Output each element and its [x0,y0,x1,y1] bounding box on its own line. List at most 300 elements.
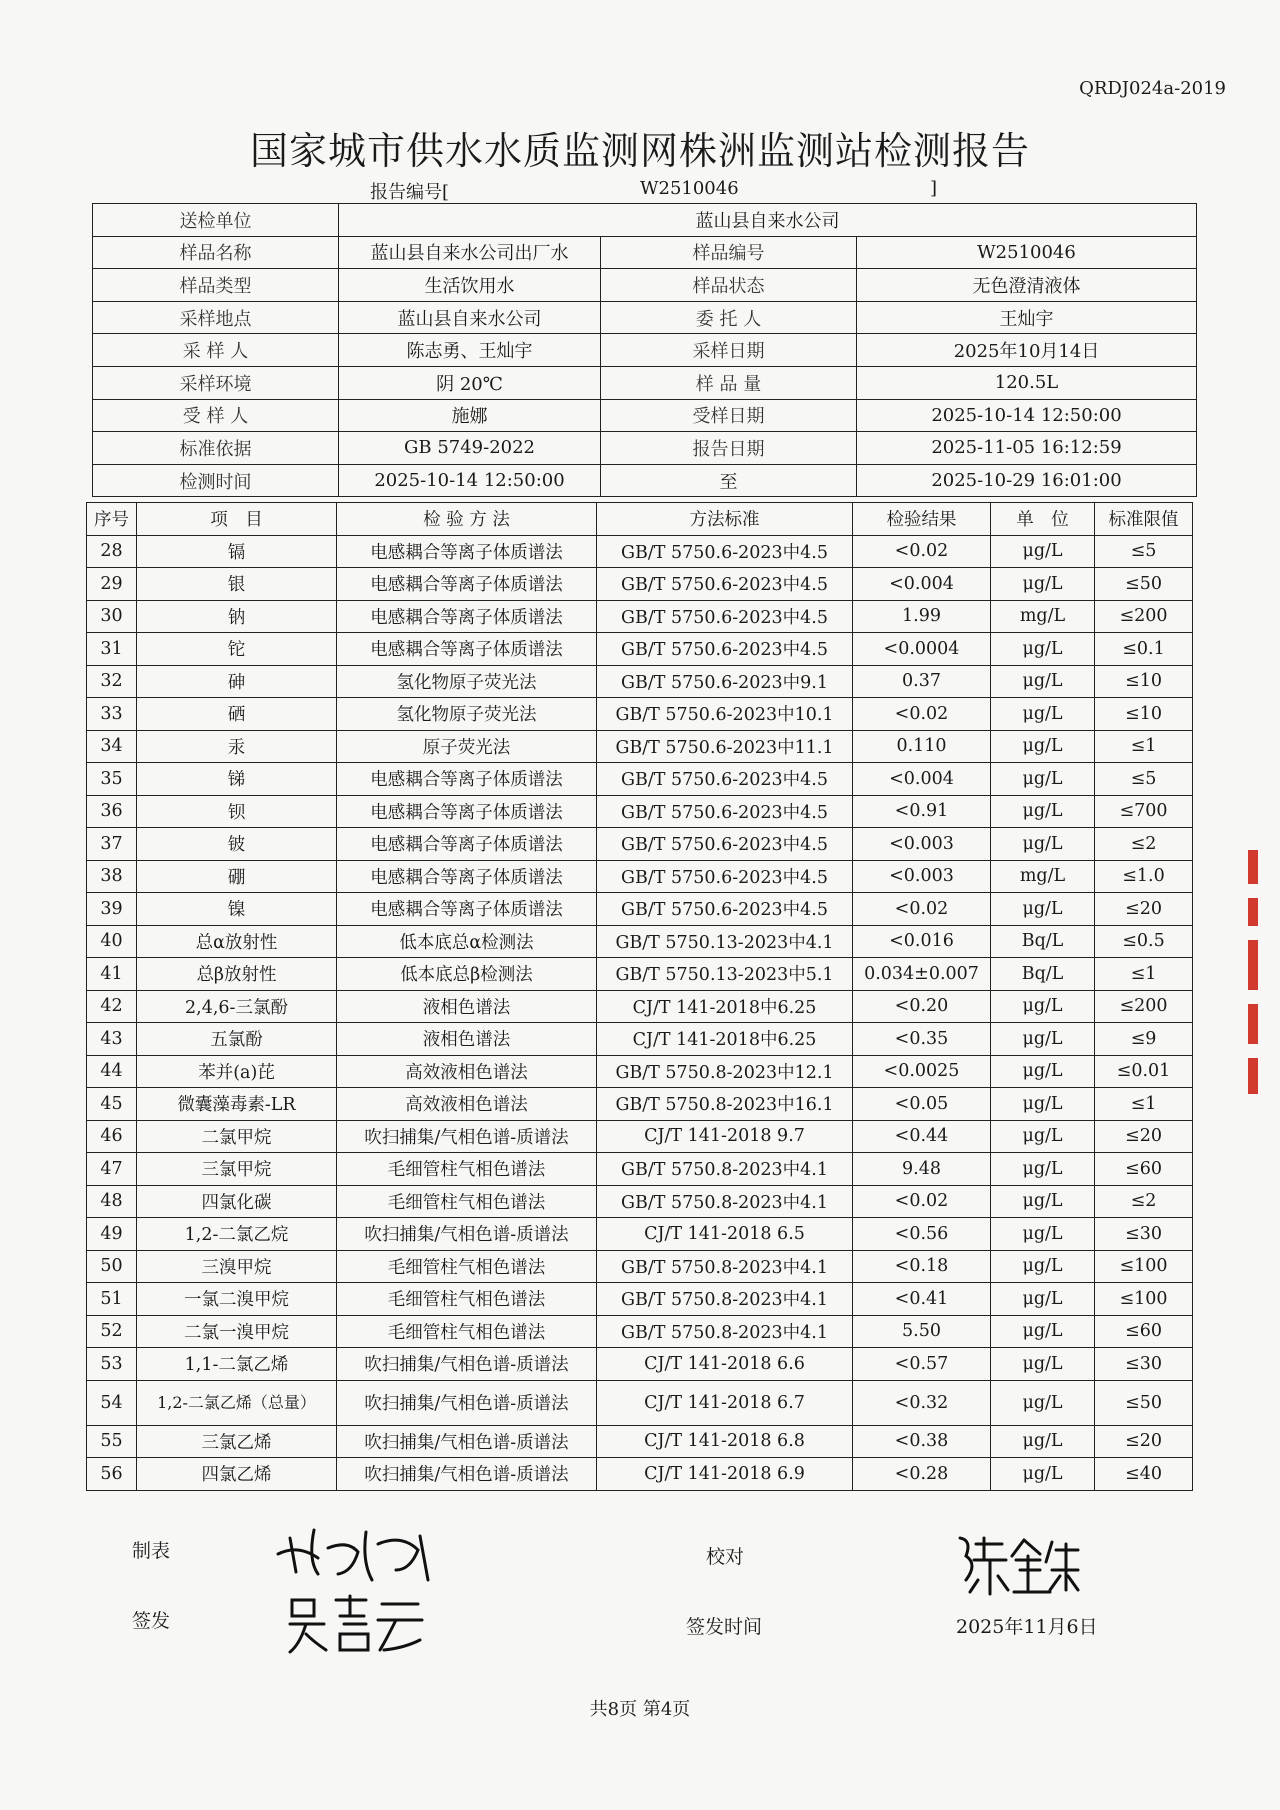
cell-result: <0.004 [853,568,991,601]
cell-no: 33 [87,698,137,731]
meta-label: 标准依据 [93,432,339,465]
cell-result: <0.02 [853,698,991,731]
col-header-result: 检验结果 [853,503,991,536]
cell-no: 43 [87,1023,137,1056]
meta-row [93,432,1197,465]
cell-standard: GB/T 5750.6-2023中4.5 [597,763,853,796]
meta-row [93,334,1197,367]
cell-result: <0.003 [853,828,991,861]
cell-standard: GB/T 5750.6-2023中4.5 [597,893,853,926]
cell-unit: μg/L [991,535,1095,568]
meta-value: 至 [601,464,857,497]
cell-standard: GB/T 5750.6-2023中4.5 [597,860,853,893]
table-row [87,990,1193,1023]
signature-issued-by [284,1590,434,1660]
cell-method: 电感耦合等离子体质谱法 [337,893,597,926]
meta-row [93,269,1197,302]
cell-method: 液相色谱法 [337,1023,597,1056]
cell-result: <0.28 [853,1458,991,1491]
cell-no: 55 [87,1425,137,1458]
table-row [87,925,1193,958]
cell-method: 吹扫捕集/气相色谱-质谱法 [337,1425,597,1458]
meta-label: 采样环境 [93,366,339,399]
cell-unit: μg/L [991,795,1095,828]
cell-result: <0.57 [853,1348,991,1381]
cell-no: 32 [87,665,137,698]
cell-no: 54 [87,1380,137,1425]
cell-standard: GB/T 5750.8-2023中4.1 [597,1185,853,1218]
cell-no: 30 [87,600,137,633]
col-header-limit: 标准限值 [1095,503,1193,536]
cell-unit: μg/L [991,1348,1095,1381]
cell-limit: ≤700 [1095,795,1193,828]
cell-method: 毛细管柱气相色谱法 [337,1315,597,1348]
cell-method: 电感耦合等离子体质谱法 [337,860,597,893]
meta-label: 受样日期 [601,399,857,432]
cell-no: 51 [87,1283,137,1316]
cell-method: 毛细管柱气相色谱法 [337,1185,597,1218]
cell-standard: GB/T 5750.8-2023中4.1 [597,1315,853,1348]
cell-standard: CJ/T 141-2018 6.7 [597,1380,853,1425]
cell-result: 5.50 [853,1315,991,1348]
cell-unit: μg/L [991,1315,1095,1348]
cell-method: 吹扫捕集/气相色谱-质谱法 [337,1348,597,1381]
cell-limit: ≤9 [1095,1023,1193,1056]
cell-method: 毛细管柱气相色谱法 [337,1250,597,1283]
col-header-unit: 单 位 [991,503,1095,536]
meta-label: 样品名称 [93,236,339,269]
cell-result: <0.004 [853,763,991,796]
cell-standard: CJ/T 141-2018 6.5 [597,1218,853,1251]
cell-standard: GB/T 5750.6-2023中4.5 [597,600,853,633]
cell-method: 低本底总β检测法 [337,958,597,991]
cell-standard: GB/T 5750.8-2023中16.1 [597,1088,853,1121]
cell-limit: ≤1.0 [1095,860,1193,893]
cell-item: 2,4,6-三氯酚 [137,990,337,1023]
cell-no: 47 [87,1153,137,1186]
table-row [87,763,1193,796]
cell-limit: ≤0.5 [1095,925,1193,958]
cell-limit: ≤1 [1095,730,1193,763]
cell-no: 45 [87,1088,137,1121]
cell-unit: μg/L [991,730,1095,763]
form-code: QRDJ024a-2019 [1079,78,1226,99]
table-row [87,1315,1193,1348]
cell-no: 41 [87,958,137,991]
cell-standard: GB/T 5750.8-2023中4.1 [597,1153,853,1186]
cell-item: 铍 [137,828,337,861]
cell-unit: μg/L [991,1250,1095,1283]
table-row [87,1348,1193,1381]
meta-value: 2025-10-14 12:50:00 [857,399,1197,432]
meta-row [93,236,1197,269]
cell-item: 1,2-二氯乙烷 [137,1218,337,1251]
meta-value: GB 5749-2022 [339,432,601,465]
cell-result: <0.02 [853,1185,991,1218]
table-row [87,893,1193,926]
meta-label: 样品状态 [601,269,857,302]
col-header-method: 检 验 方 法 [337,503,597,536]
red-stamp-edge [1248,850,1262,1108]
meta-label: 样品编号 [601,236,857,269]
meta-label: 采 样 人 [93,334,339,367]
cell-standard: GB/T 5750.8-2023中4.1 [597,1250,853,1283]
cell-method: 吹扫捕集/气相色谱-质谱法 [337,1380,597,1425]
cell-result: <0.003 [853,860,991,893]
cell-standard: CJ/T 141-2018中6.25 [597,1023,853,1056]
signature-made-by [270,1520,450,1590]
cell-unit: μg/L [991,1218,1095,1251]
cell-item: 四氯化碳 [137,1185,337,1218]
cell-result: <0.0025 [853,1055,991,1088]
cell-no: 34 [87,730,137,763]
meta-value: W2510046 [857,236,1197,269]
page-indicator: 共8页 第4页 [589,1699,691,1720]
cell-result: 0.37 [853,665,991,698]
cell-method: 吹扫捕集/气相色谱-质谱法 [337,1458,597,1491]
cell-result: <0.05 [853,1088,991,1121]
cell-standard: CJ/T 141-2018 6.8 [597,1425,853,1458]
table-row [87,535,1193,568]
meta-label: 样品类型 [93,269,339,302]
meta-value: 蓝山县自来水公司出厂水 [339,236,601,269]
cell-method: 氢化物原子荧光法 [337,698,597,731]
cell-limit: ≤60 [1095,1315,1193,1348]
cell-result: <0.016 [853,925,991,958]
meta-row [93,204,1197,237]
cell-standard: GB/T 5750.6-2023中4.5 [597,828,853,861]
table-row [87,1153,1193,1186]
meta-label: 采样地点 [93,301,339,334]
report-number-value: W2510046 [640,178,739,199]
cell-result: 0.110 [853,730,991,763]
cell-method: 原子荧光法 [337,730,597,763]
table-row [87,860,1193,893]
cell-standard: GB/T 5750.6-2023中9.1 [597,665,853,698]
cell-unit: μg/L [991,763,1095,796]
cell-no: 28 [87,535,137,568]
meta-label: 送检单位 [93,204,339,237]
checked-by-label: 校对 [706,1546,745,1568]
cell-limit: ≤30 [1095,1218,1193,1251]
cell-limit: ≤60 [1095,1153,1193,1186]
cell-limit: ≤30 [1095,1348,1193,1381]
meta-value: 2025-11-05 16:12:59 [857,432,1197,465]
meta-row [93,399,1197,432]
cell-item: 钡 [137,795,337,828]
cell-standard: GB/T 5750.13-2023中4.1 [597,925,853,958]
cell-result: 9.48 [853,1153,991,1186]
cell-item: 微囊藻毒素-LR [137,1088,337,1121]
cell-standard: CJ/T 141-2018 6.6 [597,1348,853,1381]
signature-checked-by [954,1530,1084,1600]
table-row [87,1250,1193,1283]
cell-unit: μg/L [991,1425,1095,1458]
cell-item: 二氯一溴甲烷 [137,1315,337,1348]
cell-unit: μg/L [991,1023,1095,1056]
cell-limit: ≤20 [1095,893,1193,926]
results-header-row [87,503,1193,536]
cell-no: 36 [87,795,137,828]
cell-method: 毛细管柱气相色谱法 [337,1283,597,1316]
table-row [87,1120,1193,1153]
table-row [87,1380,1193,1425]
table-row [87,730,1193,763]
cell-result: <0.02 [853,893,991,926]
cell-limit: ≤1 [1095,1088,1193,1121]
meta-label: 委 托 人 [601,301,857,334]
cell-unit: mg/L [991,860,1095,893]
table-row [87,958,1193,991]
cell-result: <0.41 [853,1283,991,1316]
cell-result: <0.38 [853,1425,991,1458]
cell-item: 一氯二溴甲烷 [137,1283,337,1316]
cell-standard: GB/T 5750.8-2023中12.1 [597,1055,853,1088]
cell-limit: ≤20 [1095,1120,1193,1153]
cell-no: 35 [87,763,137,796]
cell-method: 电感耦合等离子体质谱法 [337,535,597,568]
cell-unit: μg/L [991,1088,1095,1121]
cell-no: 49 [87,1218,137,1251]
meta-label: 检测时间 [93,464,339,497]
cell-standard: GB/T 5750.6-2023中4.5 [597,795,853,828]
cell-item: 锑 [137,763,337,796]
cell-method: 高效液相色谱法 [337,1055,597,1088]
cell-unit: μg/L [991,665,1095,698]
table-row [87,1088,1193,1121]
table-row [87,1283,1193,1316]
cell-limit: ≤0.1 [1095,633,1193,666]
cell-standard: GB/T 5750.8-2023中4.1 [597,1283,853,1316]
cell-limit: ≤5 [1095,535,1193,568]
table-row [87,665,1193,698]
cell-item: 汞 [137,730,337,763]
cell-no: 52 [87,1315,137,1348]
cell-result: 1.99 [853,600,991,633]
cell-no: 53 [87,1348,137,1381]
table-row [87,1185,1193,1218]
cell-no: 48 [87,1185,137,1218]
results-table [86,502,1193,1491]
meta-value: 生活饮用水 [339,269,601,302]
cell-unit: μg/L [991,990,1095,1023]
cell-method: 氢化物原子荧光法 [337,665,597,698]
cell-item: 四氯乙烯 [137,1458,337,1491]
cell-no: 29 [87,568,137,601]
cell-unit: μg/L [991,1283,1095,1316]
issue-time-label: 签发时间 [686,1616,763,1638]
cell-no: 40 [87,925,137,958]
cell-method: 低本底总α检测法 [337,925,597,958]
cell-unit: μg/L [991,698,1095,731]
cell-result: <0.35 [853,1023,991,1056]
meta-label: 报告日期 [601,432,857,465]
cell-method: 电感耦合等离子体质谱法 [337,633,597,666]
cell-method: 电感耦合等离子体质谱法 [337,568,597,601]
cell-method: 毛细管柱气相色谱法 [337,1153,597,1186]
cell-limit: ≤10 [1095,698,1193,731]
cell-item: 总α放射性 [137,925,337,958]
cell-item: 砷 [137,665,337,698]
cell-unit: μg/L [991,828,1095,861]
cell-result: <0.0004 [853,633,991,666]
cell-standard: GB/T 5750.6-2023中10.1 [597,698,853,731]
table-row [87,828,1193,861]
issued-by-label: 签发 [132,1610,171,1632]
issue-time-value: 2025年11月6日 [956,1616,1098,1638]
cell-item: 镍 [137,893,337,926]
meta-value: 无色澄清液体 [857,269,1197,302]
col-header-item: 项 目 [137,503,337,536]
meta-value: 王灿宇 [857,301,1197,334]
col-header-no: 序号 [87,503,137,536]
cell-item: 钠 [137,600,337,633]
cell-item: 镉 [137,535,337,568]
meta-value: 蓝山县自来水公司 [339,301,601,334]
cell-limit: ≤0.01 [1095,1055,1193,1088]
cell-method: 电感耦合等离子体质谱法 [337,828,597,861]
cell-limit: ≤5 [1095,763,1193,796]
cell-unit: μg/L [991,568,1095,601]
cell-limit: ≤50 [1095,568,1193,601]
cell-method: 电感耦合等离子体质谱法 [337,600,597,633]
cell-standard: CJ/T 141-2018中6.25 [597,990,853,1023]
cell-result: <0.02 [853,535,991,568]
cell-method: 高效液相色谱法 [337,1088,597,1121]
cell-item: 铊 [137,633,337,666]
cell-limit: ≤1 [1095,958,1193,991]
cell-method: 吹扫捕集/气相色谱-质谱法 [337,1218,597,1251]
meta-label: 样 品 量 [601,366,857,399]
table-row [87,698,1193,731]
cell-method: 吹扫捕集/气相色谱-质谱法 [337,1120,597,1153]
cell-item: 1,1-二氯乙烯 [137,1348,337,1381]
cell-unit: μg/L [991,1055,1095,1088]
cell-result: <0.32 [853,1380,991,1425]
cell-unit: mg/L [991,600,1095,633]
table-row [87,1425,1193,1458]
report-number-label: 报告编号[ [370,182,450,203]
table-row [87,1218,1193,1251]
meta-row [93,366,1197,399]
cell-no: 46 [87,1120,137,1153]
cell-no: 37 [87,828,137,861]
col-header-standard: 方法标准 [597,503,853,536]
table-row [87,600,1193,633]
cell-item: 二氯甲烷 [137,1120,337,1153]
cell-limit: ≤50 [1095,1380,1193,1425]
cell-limit: ≤10 [1095,665,1193,698]
cell-unit: Bq/L [991,925,1095,958]
cell-standard: GB/T 5750.6-2023中4.5 [597,535,853,568]
table-row [87,633,1193,666]
sample-info-table [92,203,1197,497]
meta-value: 2025-10-14 12:50:00 [339,464,601,497]
cell-item: 银 [137,568,337,601]
cell-unit: μg/L [991,1458,1095,1491]
cell-unit: Bq/L [991,958,1095,991]
cell-item: 总β放射性 [137,958,337,991]
meta-value: 2025年10月14日 [857,334,1197,367]
cell-unit: μg/L [991,633,1095,666]
cell-no: 39 [87,893,137,926]
meta-row [93,464,1197,497]
cell-item: 三氯甲烷 [137,1153,337,1186]
meta-value: 蓝山县自来水公司 [339,204,1197,237]
cell-unit: μg/L [991,1380,1095,1425]
cell-unit: μg/L [991,1185,1095,1218]
cell-item: 1,2-二氯乙烯（总量） [137,1380,337,1425]
meta-label: 采样日期 [601,334,857,367]
cell-standard: GB/T 5750.6-2023中4.5 [597,633,853,666]
meta-value: 阴 20℃ [339,366,601,399]
cell-result: <0.18 [853,1250,991,1283]
cell-standard: CJ/T 141-2018 9.7 [597,1120,853,1153]
report-number-bracket: ] [930,178,938,199]
cell-method: 电感耦合等离子体质谱法 [337,795,597,828]
cell-item: 五氯酚 [137,1023,337,1056]
cell-limit: ≤200 [1095,990,1193,1023]
cell-result: 0.034±0.007 [853,958,991,991]
meta-label: 受 样 人 [93,399,339,432]
cell-limit: ≤200 [1095,600,1193,633]
cell-unit: μg/L [991,1120,1095,1153]
cell-item: 三氯乙烯 [137,1425,337,1458]
cell-no: 44 [87,1055,137,1088]
meta-value: 施娜 [339,399,601,432]
made-by-label: 制表 [132,1540,171,1562]
report-title: 国家城市供水水质监测网株洲监测站检测报告 [249,129,1030,173]
cell-item: 硼 [137,860,337,893]
cell-no: 56 [87,1458,137,1491]
cell-no: 38 [87,860,137,893]
cell-limit: ≤100 [1095,1283,1193,1316]
cell-unit: μg/L [991,893,1095,926]
cell-method: 液相色谱法 [337,990,597,1023]
cell-no: 31 [87,633,137,666]
table-row [87,1055,1193,1088]
table-row [87,795,1193,828]
table-row [87,1458,1193,1491]
meta-row [93,301,1197,334]
cell-item: 三溴甲烷 [137,1250,337,1283]
cell-limit: ≤2 [1095,828,1193,861]
cell-limit: ≤2 [1095,1185,1193,1218]
meta-value: 2025-10-29 16:01:00 [857,464,1197,497]
cell-result: <0.56 [853,1218,991,1251]
cell-standard: GB/T 5750.6-2023中4.5 [597,568,853,601]
table-row [87,568,1193,601]
cell-method: 电感耦合等离子体质谱法 [337,763,597,796]
cell-result: <0.20 [853,990,991,1023]
cell-item: 硒 [137,698,337,731]
cell-limit: ≤20 [1095,1425,1193,1458]
cell-standard: GB/T 5750.6-2023中11.1 [597,730,853,763]
meta-value: 陈志勇、王灿宇 [339,334,601,367]
cell-standard: GB/T 5750.13-2023中5.1 [597,958,853,991]
cell-no: 42 [87,990,137,1023]
table-row [87,1023,1193,1056]
cell-standard: CJ/T 141-2018 6.9 [597,1458,853,1491]
cell-unit: μg/L [991,1153,1095,1186]
cell-no: 50 [87,1250,137,1283]
cell-limit: ≤40 [1095,1458,1193,1491]
meta-value: 120.5L [857,366,1197,399]
cell-limit: ≤100 [1095,1250,1193,1283]
cell-item: 苯并(a)芘 [137,1055,337,1088]
cell-result: <0.44 [853,1120,991,1153]
cell-result: <0.91 [853,795,991,828]
